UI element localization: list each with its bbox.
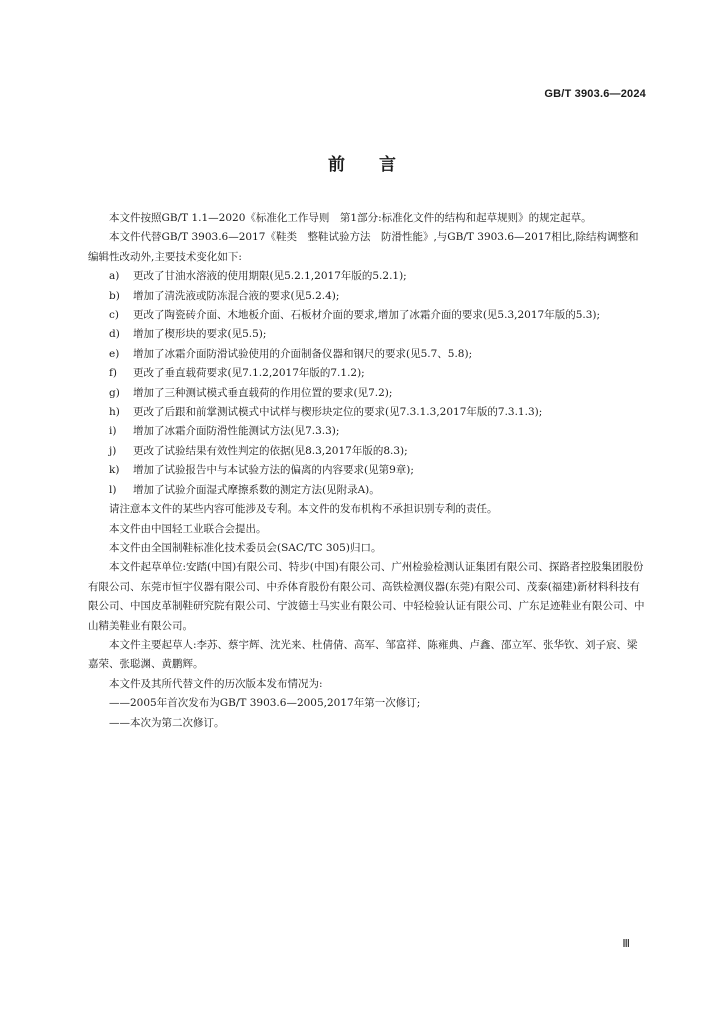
change-item <box>88 442 648 461</box>
change-item <box>88 306 648 325</box>
change-label: j) <box>109 444 117 457</box>
change-label: g) <box>109 386 120 399</box>
intro-paragraph: 本文件代替GB/T 3903.6—2017《鞋类 整鞋试验方法 防滑性能》,与GB/T 3903.6—2017相比,除结构调整和编辑性改动外,主要技术变化如下: <box>88 231 639 263</box>
change-label: l) <box>109 483 117 496</box>
change-item <box>88 481 648 500</box>
change-text: 增加了试验报告中与本试验方法的偏离的内容要求(见第9章); <box>133 464 414 477</box>
change-label: c) <box>109 309 119 322</box>
change-item <box>88 345 648 364</box>
change-item <box>88 403 648 422</box>
change-item <box>88 267 648 286</box>
change-label: e) <box>109 347 120 360</box>
proposer-statement: 本文件由中国轻工业联合会提出。 <box>109 522 267 535</box>
intro-paragraph: 本文件按照GB/T 1.1—2020《标准化工作导则 第1部分:标准化文件的结构和起草规则》的规定起草。 <box>109 212 592 224</box>
page-title: 前 言 <box>328 155 396 175</box>
standard-code: GB/T 3903.6—2024 <box>544 88 646 100</box>
document-body <box>88 209 648 733</box>
change-label: i) <box>109 425 117 438</box>
change-text: 更改了垂直载荷要求(见7.1.2,2017年版的7.1.2); <box>133 367 365 380</box>
change-item <box>88 384 648 403</box>
change-text: 增加了三种测试模式垂直载荷的作用位置的要求(见7.2); <box>133 386 393 399</box>
change-item <box>88 461 648 480</box>
change-text: 增加了冰霜介面防滑试验使用的介面制备仪器和钢尺的要求(见5.7、5.8); <box>133 347 473 360</box>
change-text: 更改了后跟和前掌测试模式中试样与楔形块定位的要求(见7.3.1.3,2017年版的7.3.1.3); <box>133 406 543 419</box>
change-text: 更改了试验结果有效性判定的依据(见8.3,2017年版的8.3); <box>133 444 408 457</box>
change-text: 更改了甘油水溶液的使用期限(见5.2.1,2017年版的5.2.1); <box>133 270 407 283</box>
patent-notice: 请注意本文件的某些内容可能涉及专利。本文件的发布机构不承担识别专利的责任。 <box>109 503 498 516</box>
committee-statement: 本文件由全国制鞋标准化技术委员会(SAC/TC 305)归口。 <box>109 541 382 554</box>
change-text: 增加了试验介面湿式摩擦系数的测定方法(见附录A)。 <box>133 483 380 496</box>
drafting-organizations: 本文件起草单位:安踏(中国)有限公司、特步(中国)有限公司、广州检验检测认证集团有限公司、探路者控股集团股份有限公司、东莞市恒宇仪器有限公司、中乔体育股份有限公司、高铁检测仪器(东莞)有限公司、茂泰(福建)新材料科技有限公司、中国皮革制鞋研究院有限公司、宁波德士马实业有限公司、中轻检验认证有限公司、广东足迹鞋业有限公司、中山精美鞋业有限公司。 <box>88 561 645 632</box>
history-item: ——本次为第二次修订。 <box>109 716 225 729</box>
change-text: 增加了楔形块的要求(见5.5); <box>133 328 267 341</box>
change-text: 增加了冰霜介面防滑性能测试方法(见7.3.3); <box>133 425 340 438</box>
change-label: k) <box>109 464 120 477</box>
change-item <box>88 325 648 344</box>
change-label: h) <box>109 406 120 419</box>
change-text: 更改了陶瓷砖介面、木地板介面、石板材介面的要求,增加了冰霜介面的要求(见5.3,2017年版的5.3); <box>133 309 601 322</box>
history-heading: 本文件及其所代替文件的历次版本发布情况为: <box>109 677 323 690</box>
change-text: 增加了清洗液或防冻混合液的要求(见5.2.4); <box>133 289 340 302</box>
change-label: d) <box>109 328 120 341</box>
change-item <box>88 287 648 306</box>
change-item <box>88 422 648 441</box>
drafters: 本文件主要起草人:李苏、蔡宇辉、沈光来、杜倩倩、高军、邹富祥、陈雍典、卢鑫、邵立军、张华钦、刘子宸、梁嘉荣、张聪渊、黄鹏辉。 <box>88 638 638 671</box>
change-label: a) <box>109 270 120 283</box>
history-item: ——2005年首次发布为GB/T 3903.6—2005,2017年第一次修订; <box>109 697 421 710</box>
change-label: f) <box>109 367 117 380</box>
change-item <box>88 364 648 383</box>
change-label: b) <box>109 289 120 302</box>
page-number: Ⅲ <box>622 938 630 950</box>
